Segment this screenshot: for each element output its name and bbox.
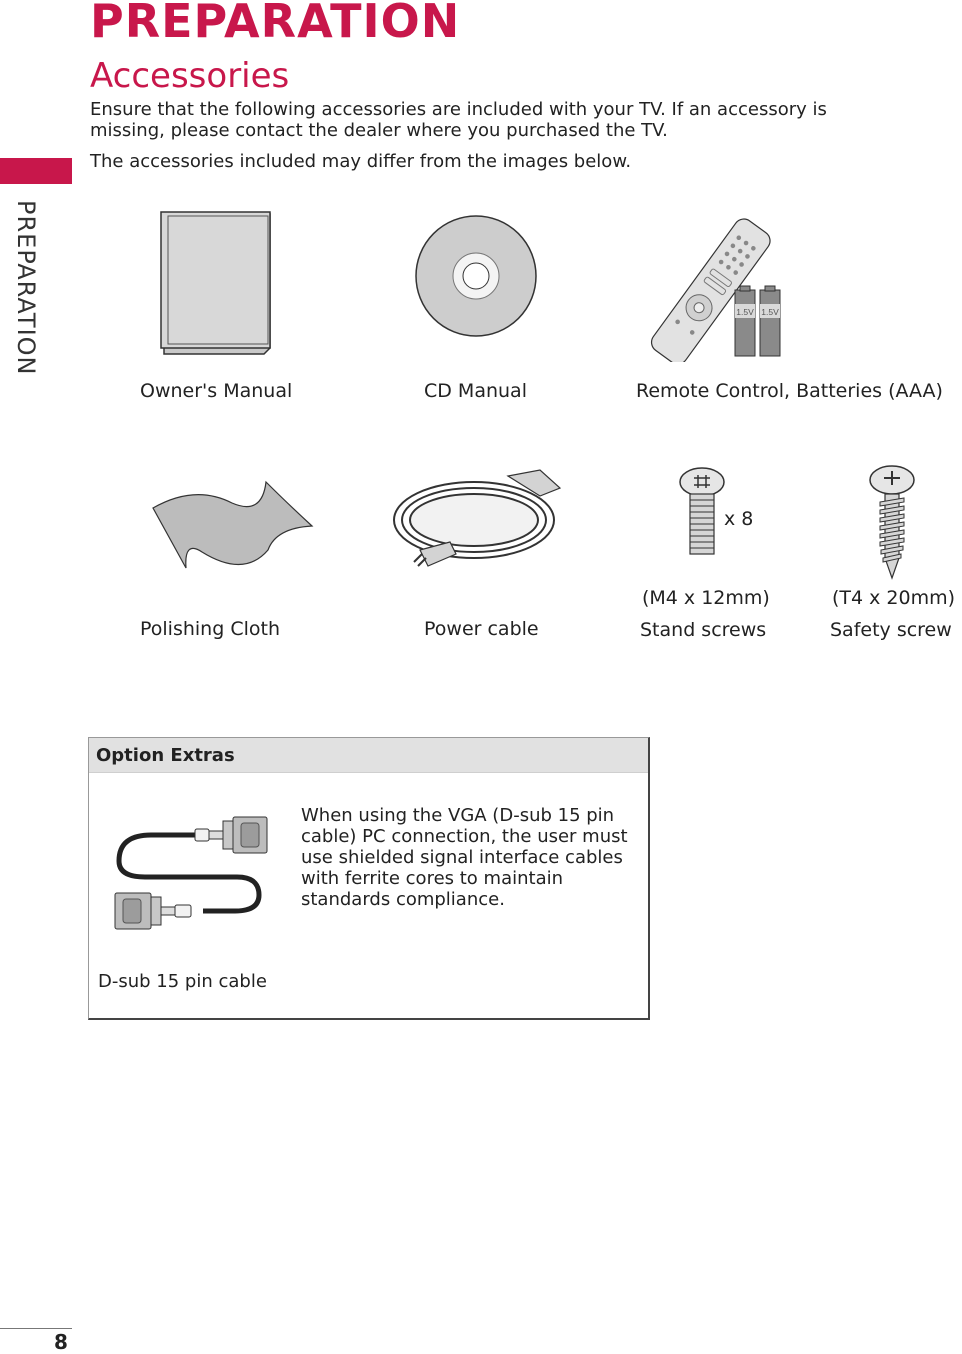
option-extras-box [88, 737, 650, 1020]
battery-1-label: 1.5V [736, 307, 754, 317]
polishing-cloth-caption: Polishing Cloth [140, 618, 280, 640]
cd-manual-caption: CD Manual [424, 380, 527, 402]
option-extras-title: Option Extras [89, 738, 648, 773]
stand-screws-caption: Stand screws [640, 619, 767, 641]
safety-screw-size: (T4 x 20mm) [832, 587, 956, 609]
intro-text: Ensure that the following accessories are included with your TV. If an accessory is missing, please contact the dealer where you purchased the TV. [90, 99, 827, 141]
power-cable-caption: Power cable [424, 618, 539, 640]
stand-screw-illustration [672, 462, 732, 562]
side-tab-marker [0, 158, 72, 184]
section-title: Accessories [90, 56, 290, 96]
dsub-cable-caption: D-sub 15 pin cable [98, 971, 267, 992]
side-tab-label: PREPARATION [12, 200, 40, 376]
safety-screw-caption: Safety screw [830, 619, 952, 641]
page-number: 8 [54, 1330, 68, 1354]
battery-2-label: 1.5V [761, 307, 779, 317]
footer-rule [0, 1328, 72, 1329]
option-extras-description: When using the VGA (D-sub 15 pin cable) PC connection, the user must use shielded signal interface cables with ferrite cores to maintain standards compliance. [301, 805, 628, 910]
note-text: The accessories included may differ from the images below. [90, 151, 632, 172]
dsub-cable-illustration [111, 813, 271, 931]
remote-caption: Remote Control, Batteries (AAA) [636, 380, 943, 402]
page-title: PREPARATION [90, 0, 461, 48]
remote-control-illustration [638, 212, 788, 362]
power-cable-illustration [390, 462, 572, 572]
owners-manual-illustration [158, 208, 278, 358]
polishing-cloth-illustration [150, 478, 315, 573]
owners-manual-caption: Owner's Manual [140, 380, 293, 402]
cd-illustration [414, 214, 538, 338]
safety-screw-illustration [866, 462, 918, 582]
stand-screws-size: (M4 x 12mm) [642, 587, 770, 609]
stand-screws-quantity: x 8 [724, 508, 754, 530]
